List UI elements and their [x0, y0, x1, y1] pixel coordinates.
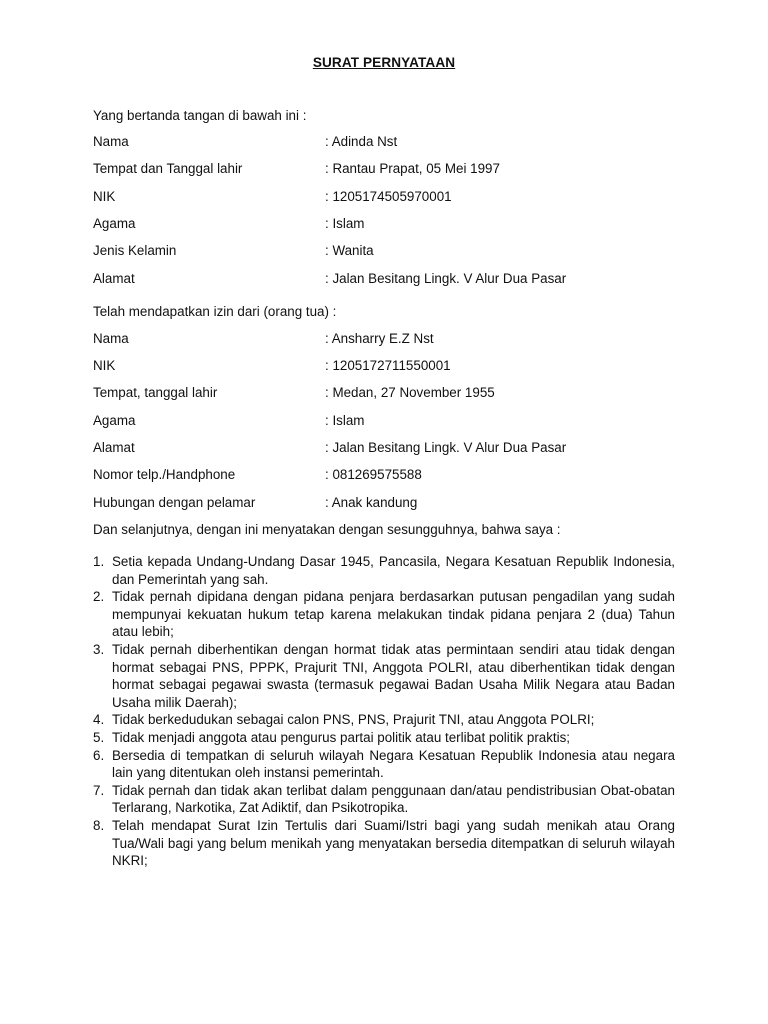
statement-text: Tidak pernah dan tidak akan terlibat dalam penggunaan dan/atau pendistribusian Obat-obatan Terlarang, Narkotika, Zat Adiktif, dan Psikotropika.: [112, 782, 675, 816]
field-value: : Rantau Prapat, 05 Mei 1997: [325, 161, 500, 176]
field-value: : Medan, 27 November 1955: [325, 385, 495, 400]
statement-number: 5.: [93, 729, 105, 745]
statement-intro: Dan selanjutnya, dengan ini menyatakan dengan sesungguhnya, bahwa saya :: [93, 522, 561, 537]
parent-row-religion: [93, 413, 675, 431]
statement-number: 4.: [93, 712, 105, 728]
parent-intro: Telah mendapatkan izin dari (orang tua) :: [93, 304, 337, 319]
field-label: Alamat: [93, 271, 135, 286]
statement-item: [93, 729, 675, 747]
field-value: : Islam: [325, 413, 365, 428]
document-title: SURAT PERNYATAAN: [312, 55, 456, 70]
statement-number: 7.: [93, 782, 105, 798]
statement-text: Tidak menjadi anggota atau pengurus partai politik atau terlibat politik praktis;: [112, 729, 571, 745]
statement-text: Bersedia di tempatkan di seluruh wilayah Negara Kesatuan Republik Indonesia atau negara lain yang ditentukan oleh instansi pemerintah.: [112, 747, 675, 781]
field-value: : Islam: [325, 216, 365, 231]
statement-number: 8.: [93, 817, 105, 833]
field-value: : Anak kandung: [325, 495, 418, 510]
field-value: : 1205172711550001: [325, 358, 451, 373]
parent-row-phone: [93, 467, 675, 485]
statement-item: [93, 641, 675, 711]
applicant-row-nik: [93, 189, 675, 207]
field-value: : Jalan Besitang Lingk. V Alur Dua Pasar: [325, 271, 567, 286]
applicant-intro: Yang bertanda tangan di bawah ini :: [93, 108, 307, 123]
field-label: Agama: [93, 216, 136, 231]
applicant-row-address: [93, 271, 675, 289]
statement-text: Tidak pernah diberhentikan dengan hormat tidak atas permintaan sendiri atau tidak dengan hormat sebagai PNS, PPPK, Prajurit TNI, Anggota POLRI, atau diberhentikan tidak dengan hormat sebagai pegawai swasta (termasuk pegawai Badan Usaha Milik Negara atau Badan Usaha milik Daerah);: [112, 641, 675, 710]
statement-text: Telah mendapat Surat Izin Tertulis dari Suami/Istri bagi yang sudah menikah atau Orang Tua/Wali bagi yang belum menikah yang menyatakan bersedia ditempatkan di seluruh wilayah NKRI;: [112, 817, 675, 869]
field-label: Jenis Kelamin: [93, 243, 177, 258]
statement-number: 1.: [93, 554, 105, 569]
parent-row-address: [93, 440, 675, 458]
field-label: Nama: [93, 331, 129, 346]
field-label: NIK: [93, 358, 116, 373]
statement-item: [93, 553, 675, 588]
field-value: : 1205174505970001: [325, 189, 452, 204]
statement-text: Setia kepada Undang-Undang Dasar 1945, Pancasila, Negara Kesatuan Republik Indonesia, dan Pemerintah yang sah.: [112, 554, 675, 587]
statement-item: [93, 782, 675, 817]
field-value: : Ansharry E.Z Nst: [325, 331, 434, 346]
statement-item: [93, 817, 675, 870]
field-label: Tempat, tanggal lahir: [93, 385, 218, 400]
statement-number: 6.: [93, 747, 105, 763]
applicant-row-gender: [93, 243, 675, 261]
parent-row-nik: [93, 358, 675, 376]
field-value: : Adinda Nst: [325, 134, 398, 149]
field-label: Alamat: [93, 440, 135, 455]
applicant-row-birth: [93, 161, 675, 179]
parent-row-birth: [93, 385, 675, 403]
statement-text: Tidak berkedudukan sebagai calon PNS, PNS, Prajurit TNI, atau Anggota POLRI;: [112, 712, 595, 728]
field-value: : Jalan Besitang Lingk. V Alur Dua Pasar: [325, 440, 567, 455]
field-label: Tempat dan Tanggal lahir: [93, 161, 243, 176]
field-label: Agama: [93, 413, 136, 428]
applicant-row-religion: [93, 216, 675, 234]
statement-item: [93, 747, 675, 782]
field-label: NIK: [93, 189, 116, 204]
statement-number: 2.: [93, 589, 105, 605]
statement-item: [93, 711, 675, 729]
field-value: : 081269575588: [325, 467, 422, 482]
parent-row-relationship: [93, 495, 675, 513]
statement-list: [93, 553, 675, 870]
applicant-row-name: [93, 134, 675, 152]
parent-row-name: [93, 331, 675, 349]
field-label: Hubungan dengan pelamar: [93, 495, 256, 510]
field-value: : Wanita: [325, 243, 374, 258]
statement-item: [93, 588, 675, 641]
field-label: Nomor telp./Handphone: [93, 467, 236, 482]
field-label: Nama: [93, 134, 129, 149]
statement-number: 3.: [93, 641, 105, 657]
statement-text: Tidak pernah dipidana dengan pidana penjara berdasarkan putusan pengadilan yang sudah mempunyai kekuatan hukum tetap karena melakukan tindak pidana penjara 2 (dua) Tahun atau lebih;: [112, 589, 675, 640]
